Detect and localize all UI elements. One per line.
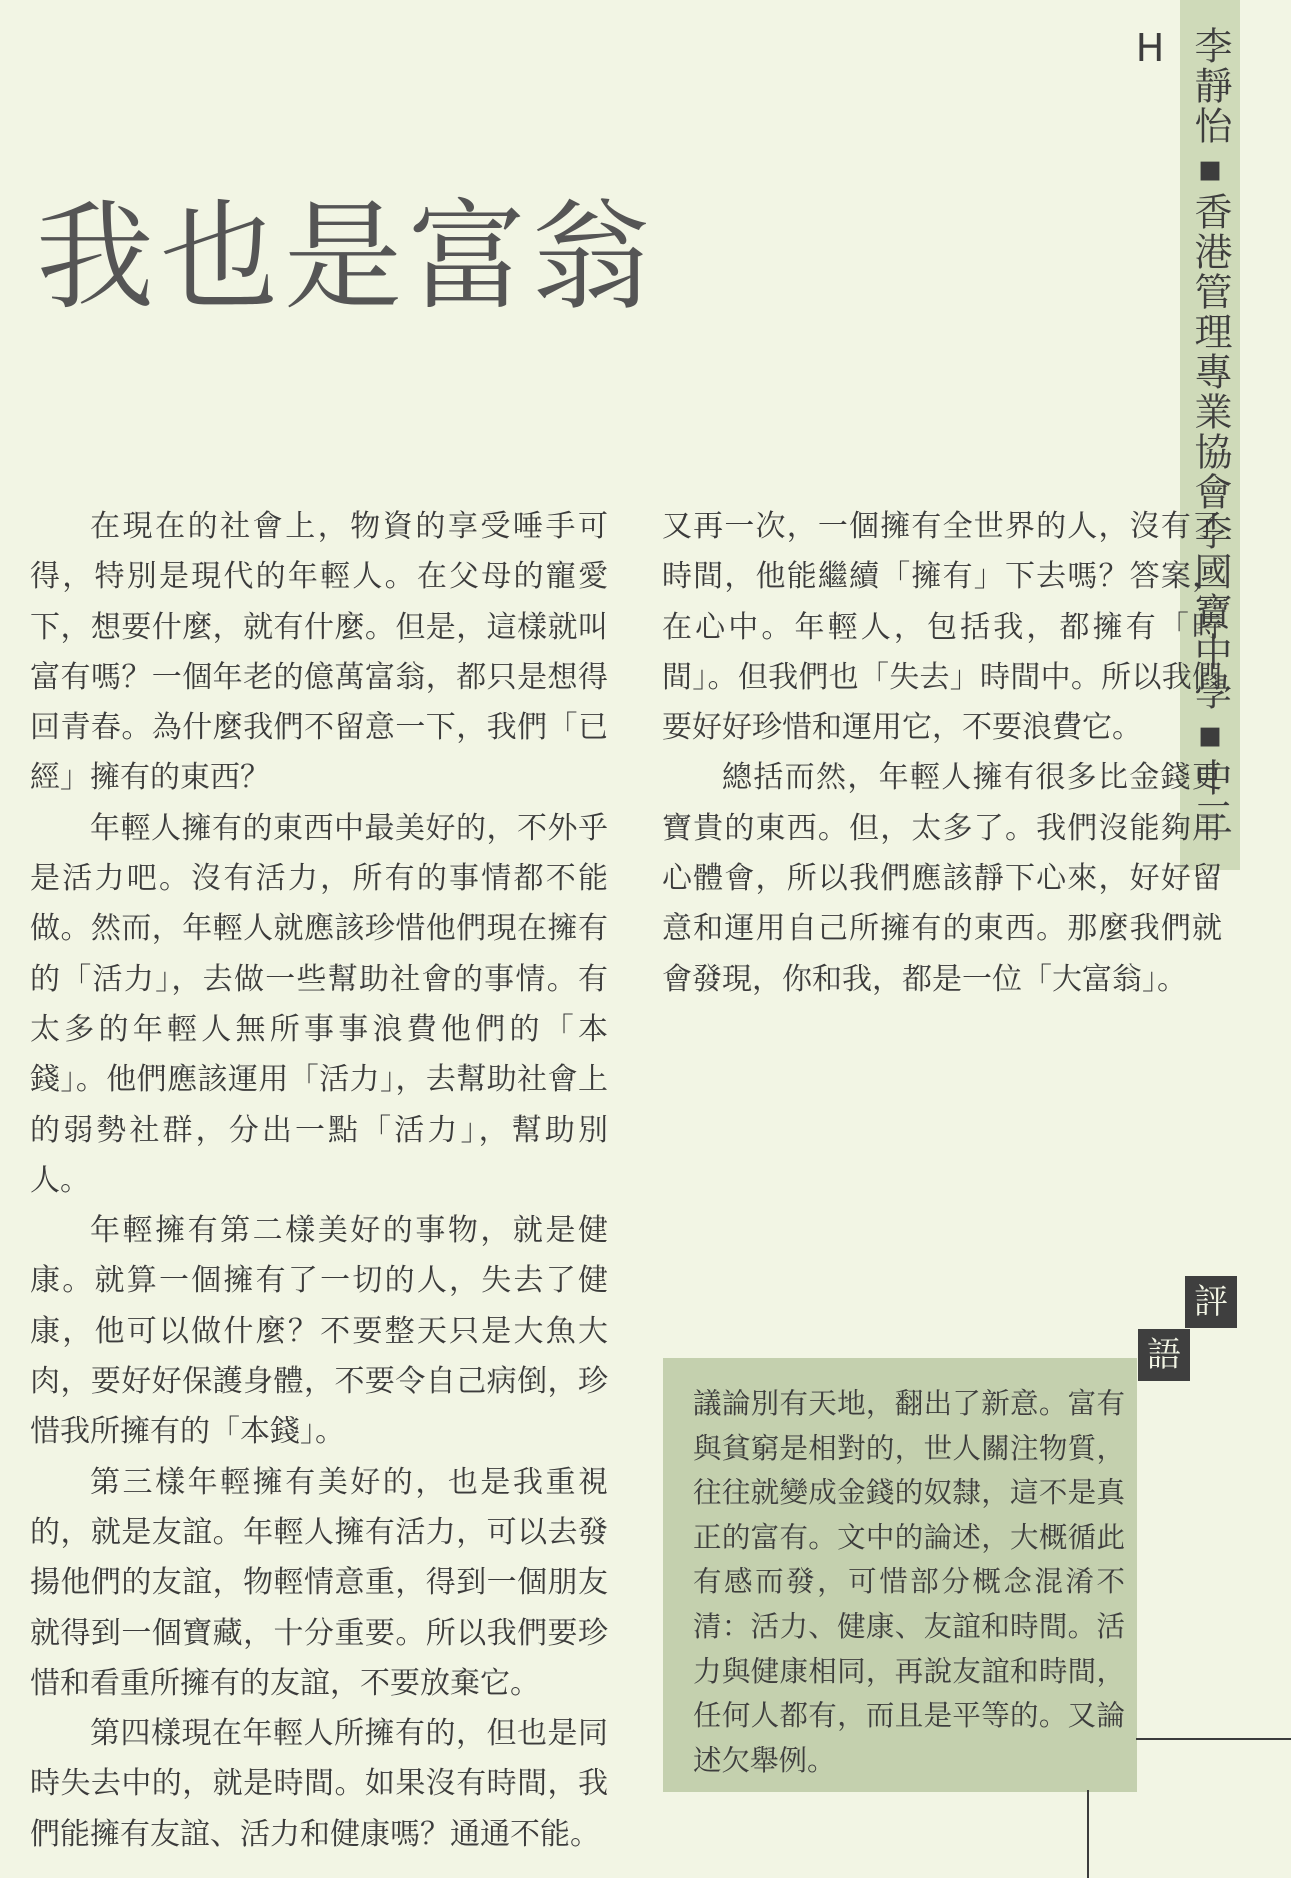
paragraph: 第三樣年輕擁有美好的，也是我重視的，就是友誼。年輕人擁有活力，可以去發揚他們的友誼，物輕情意重，得到一個朋友就得到一個寶藏，十分重要。所以我們要珍惜和看重所擁有的友誼，不要放棄它。	[30, 1464, 608, 1701]
commentary-box	[663, 1358, 1137, 1792]
divider	[1087, 1790, 1089, 1878]
body-column-left	[30, 502, 608, 1860]
commentary-label: 評	[1185, 1276, 1237, 1328]
page-title: 我也是富翁	[36, 188, 657, 326]
author-byline: 李靜怡▪香港管理專業協會李國寶中學▪中三H	[1128, 26, 1232, 838]
commentary-label: 語	[1138, 1329, 1190, 1381]
paragraph: 又再一次，一個擁有全世界的人，沒有了時間，他能繼續「擁有」下去嗎？答案，在心中。年輕人，包括我，都擁有「時間」。但我們也「失去」時間中。所以我們要好好珍惜和運用它，不要浪費它。	[662, 509, 1222, 746]
paragraph: 總括而然，年輕人擁有很多比金錢更寶貴的東西。但，太多了。我們沒能夠用心體會，所以我們應該靜下心來，好好留意和運用自己所擁有的東西。那麼我們就會發現，你和我，都是一位「大富翁」。	[662, 760, 1222, 997]
paragraph: 年輕人擁有的東西中最美好的，不外乎是活力吧。沒有活力，所有的事情都不能做。然而，年輕人就應該珍惜他們現在擁有的「活力」，去做一些幫助社會的事情。有太多的年輕人無所事事浪費他們的「本錢」。他們應該運用「活力」，去幫助社會上的弱勢社群，分出一點「活力」，幫助別人。	[30, 810, 608, 1198]
body-column-right	[662, 502, 1222, 1005]
paragraph: 在現在的社會上，物資的享受唾手可得，特別是現代的年輕人。在父母的寵愛下，想要什麼，就有什麼。但是，這樣就叫富有嗎？一個年老的億萬富翁，都只是想得回青春。為什麼我們不留意一下，我們「已經」擁有的東西？	[30, 509, 608, 796]
paragraph: 年輕擁有第二樣美好的事物，就是健康。就算一個擁有了一切的人，失去了健康，他可以做什麼？不要整天只是大魚大肉，要好好保護身體，不要令自己病倒，珍惜我所擁有的「本錢」。	[30, 1213, 608, 1450]
paragraph: 第四樣現在年輕人所擁有的，但也是同時失去中的，就是時間。如果沒有時間，我們能擁有友誼、活力和健康嗎？通通不能。	[30, 1716, 608, 1852]
commentary-text: 議論別有天地，翻出了新意。富有與貧窮是相對的，世人關注物質，往往就變成金錢的奴隸，這不是真正的富有。文中的論述，大概循此有感而發，可惜部分概念混淆不清：活力、健康、友誼和時間。活力與健康相同，再說友誼和時間，任何人都有，而且是平等的。又論述欠舉例。	[693, 1387, 1125, 1777]
divider	[1136, 1738, 1291, 1740]
